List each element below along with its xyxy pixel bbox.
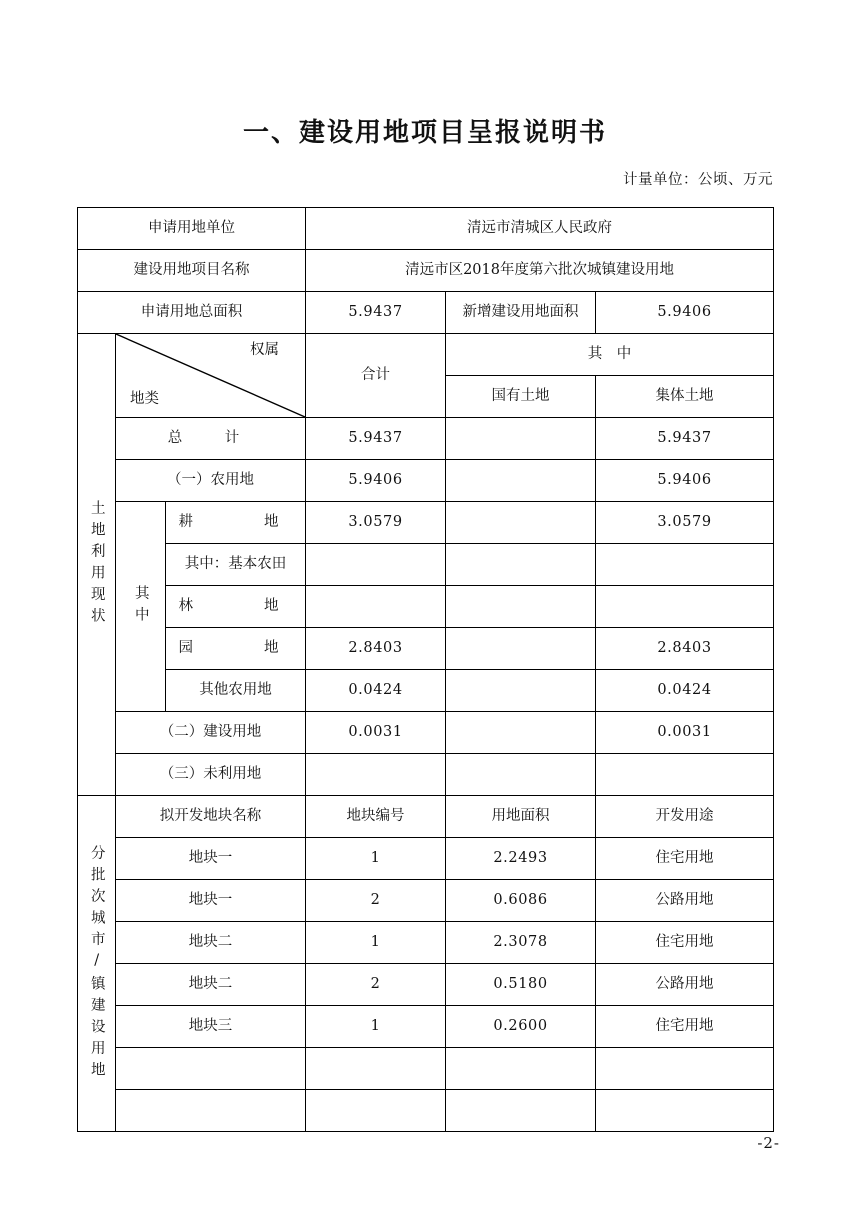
table-row	[78, 838, 774, 880]
table-row	[78, 628, 774, 670]
column-header-collective-land: 集体土地	[596, 376, 774, 418]
measurement-unit-note: 计量单位：公顷、万元	[623, 172, 773, 188]
landuse-row-name: （一）农用地	[116, 460, 306, 502]
new-construction-area-value: 5.9406	[596, 292, 774, 334]
table-row	[78, 1006, 774, 1048]
parcel-row-name	[116, 1048, 306, 1090]
parcel-row-area: 2.3078	[446, 922, 596, 964]
parcel-row-name: 地块一	[116, 838, 306, 880]
parcel-row-code: 2	[306, 964, 446, 1006]
landuse-row-collective: 2.8403	[596, 628, 774, 670]
applicant-label: 申请用地单位	[78, 208, 306, 250]
landuse-row-state	[446, 754, 596, 796]
table-row	[78, 964, 774, 1006]
parcel-row-purpose: 住宅用地	[596, 922, 774, 964]
parcel-row-name: 地块二	[116, 922, 306, 964]
landuse-row-name: 耕 地	[166, 502, 306, 544]
table-row	[78, 418, 774, 460]
landuse-row-state	[446, 586, 596, 628]
parcel-row-name: 地块一	[116, 880, 306, 922]
parcel-row-name	[116, 1090, 306, 1132]
total-area-label: 申请用地总面积	[78, 292, 306, 334]
parcel-row-code: 1	[306, 838, 446, 880]
landuse-row-state	[446, 502, 596, 544]
parcel-row-area: 2.2493	[446, 838, 596, 880]
parcel-section-label: 分批次城市/镇建设用地	[88, 844, 105, 1083]
landuse-row-state	[446, 712, 596, 754]
table-row	[78, 460, 774, 502]
table-row-project	[78, 250, 774, 292]
landuse-row-name: （三）未利用地	[116, 754, 306, 796]
report-table-wrapper	[77, 207, 773, 1132]
landuse-row-total: 0.0031	[306, 712, 446, 754]
table-row-parcel-header	[78, 796, 774, 838]
landuse-row-total	[306, 586, 446, 628]
parcel-row-purpose: 公路用地	[596, 880, 774, 922]
parcel-row-code: 2	[306, 880, 446, 922]
column-header-state-land: 国有土地	[446, 376, 596, 418]
page-number: -2-	[757, 1134, 780, 1152]
landuse-row-state	[446, 460, 596, 502]
table-row	[78, 1090, 774, 1132]
landuse-row-name: 总 计	[116, 418, 306, 460]
landuse-row-name: 其他农用地	[166, 670, 306, 712]
landuse-row-collective	[596, 754, 774, 796]
landuse-row-total	[306, 544, 446, 586]
table-row	[78, 1048, 774, 1090]
column-header-parcel-name: 拟开发地块名称	[116, 796, 306, 838]
parcel-row-code	[306, 1048, 446, 1090]
landuse-row-total: 0.0424	[306, 670, 446, 712]
parcel-section-label-cell	[78, 796, 116, 1132]
column-header-parcel-code: 地块编号	[306, 796, 446, 838]
column-header-group: 其 中	[446, 334, 774, 376]
project-label: 建设用地项目名称	[78, 250, 306, 292]
table-row	[78, 670, 774, 712]
column-header-parcel-area: 用地面积	[446, 796, 596, 838]
landuse-row-total: 2.8403	[306, 628, 446, 670]
table-row	[78, 502, 774, 544]
parcel-row-area: 0.5180	[446, 964, 596, 1006]
parcel-row-name: 地块三	[116, 1006, 306, 1048]
landuse-row-name: （二）建设用地	[116, 712, 306, 754]
parcel-row-purpose: 住宅用地	[596, 838, 774, 880]
column-header-total: 合计	[306, 334, 446, 418]
parcel-row-name: 地块二	[116, 964, 306, 1006]
table-row-areas	[78, 292, 774, 334]
table-row-landuse-header-top	[78, 334, 774, 376]
landuse-row-collective: 5.9406	[596, 460, 774, 502]
table-row-applicant	[78, 208, 774, 250]
landuse-row-name: 林 地	[166, 586, 306, 628]
landuse-row-collective: 0.0031	[596, 712, 774, 754]
table-row	[78, 880, 774, 922]
parcel-row-purpose	[596, 1048, 774, 1090]
landuse-section-label: 土地利用现状	[88, 500, 105, 629]
landuse-diagonal-header	[116, 334, 306, 418]
landuse-row-name: 园 地	[166, 628, 306, 670]
landuse-row-state	[446, 418, 596, 460]
column-header-parcel-purpose: 开发用途	[596, 796, 774, 838]
landtype-header-label: 地类	[130, 390, 159, 407]
parcel-row-area	[446, 1048, 596, 1090]
report-table	[77, 207, 774, 1132]
landuse-row-collective	[596, 544, 774, 586]
parcel-row-code: 1	[306, 1006, 446, 1048]
landuse-subgroup-label-cell	[116, 502, 166, 712]
project-value: 清远市区2018年度第六批次城镇建设用地	[306, 250, 774, 292]
parcel-row-area	[446, 1090, 596, 1132]
ownership-header-label: 权属	[250, 342, 280, 358]
table-row	[78, 712, 774, 754]
landuse-section-label-cell	[78, 334, 116, 796]
page-title: 一、建设用地项目呈报说明书	[242, 118, 607, 148]
total-area-value: 5.9437	[306, 292, 446, 334]
table-row	[78, 922, 774, 964]
landuse-row-state	[446, 670, 596, 712]
parcel-row-purpose	[596, 1090, 774, 1132]
landuse-row-collective: 5.9437	[596, 418, 774, 460]
landuse-row-collective: 3.0579	[596, 502, 774, 544]
applicant-value: 清远市清城区人民政府	[306, 208, 774, 250]
parcel-row-purpose: 住宅用地	[596, 1006, 774, 1048]
table-row	[78, 544, 774, 586]
landuse-row-collective: 0.0424	[596, 670, 774, 712]
parcel-row-code	[306, 1090, 446, 1132]
table-row	[78, 754, 774, 796]
landuse-subgroup-label: 其中	[132, 585, 149, 628]
parcel-row-area: 0.2600	[446, 1006, 596, 1048]
landuse-row-state	[446, 544, 596, 586]
parcel-row-area: 0.6086	[446, 880, 596, 922]
parcel-row-purpose: 公路用地	[596, 964, 774, 1006]
landuse-row-total	[306, 754, 446, 796]
landuse-row-name: 其中：基本农田	[166, 544, 306, 586]
landuse-row-total: 5.9406	[306, 460, 446, 502]
landuse-row-total: 5.9437	[306, 418, 446, 460]
landuse-row-state	[446, 628, 596, 670]
parcel-row-code: 1	[306, 922, 446, 964]
landuse-row-total: 3.0579	[306, 502, 446, 544]
new-construction-area-label: 新增建设用地面积	[446, 292, 596, 334]
table-row	[78, 586, 774, 628]
landuse-row-collective	[596, 586, 774, 628]
